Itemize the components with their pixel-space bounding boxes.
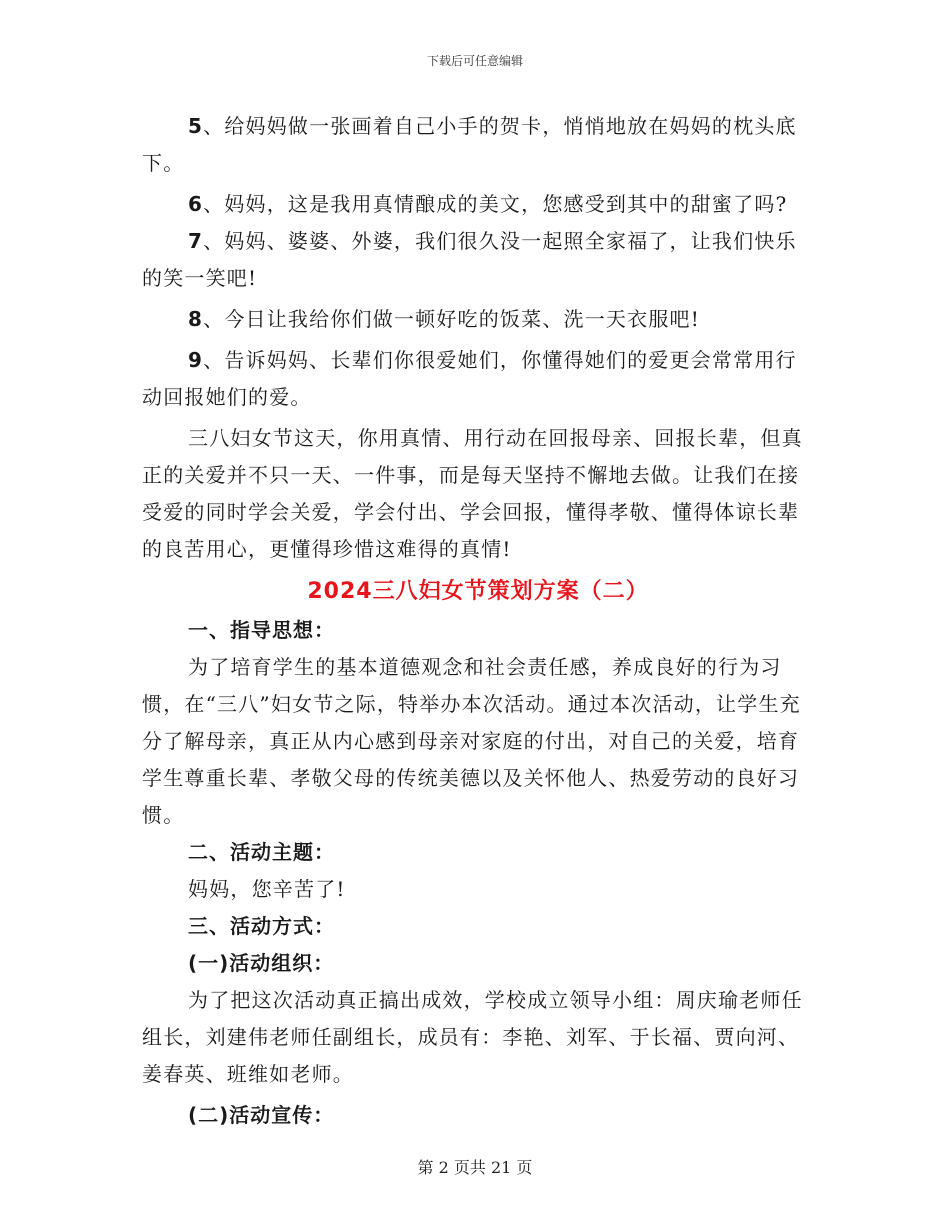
list-item [142, 301, 814, 338]
org-text: 为了把这次活动真正搞出成效，学校成立领导小组：周庆瑜老师任组长，刘建伟老师任副组长，成员有：李艳、刘军、于长福、贾向河、姜春英、班维如老师。 [142, 988, 803, 1086]
item-number: 7 [188, 229, 204, 253]
list-item [142, 223, 814, 297]
list-item [142, 186, 814, 223]
promo-heading: (二)活动宣传： [188, 1103, 335, 1127]
item-text: 、妈妈、婆婆、外婆，我们很久没一起照全家福了，让我们快乐的笑一笑吧! [142, 229, 797, 290]
list-item [142, 342, 814, 416]
document-body [142, 108, 814, 1134]
page-header: 下载后可任意编辑 [426, 54, 523, 68]
org-heading: (一)活动组织： [188, 951, 335, 975]
item-text: 、今日让我给你们做一顿好吃的饭菜、洗一天衣服吧! [203, 307, 700, 331]
list-item [142, 108, 814, 182]
guide-heading: 一、指导思想： [188, 618, 335, 642]
item-number: 5 [188, 114, 204, 138]
method-heading: 三、活动方式： [188, 914, 335, 938]
item-number: 6 [188, 192, 204, 216]
guide-text: 为了培育学生的基本道德观念和社会责任感，养成良好的行为习惯，在“三八”妇女节之际，特举办本次活动。通过本次活动，让学生充分了解母亲，真正从内心感到母亲对家庭的付出，对自己的关爱，培育学生尊重长辈、孝敬父母的传统美德以及关怀他人、热爱劳动的良好习惯。 [142, 655, 801, 827]
theme-heading: 二、活动主题： [188, 840, 335, 864]
item-number: 9 [188, 348, 204, 372]
section-title: 2024三八妇女节策划方案（二） [307, 579, 649, 604]
page-footer: 第 2 页共 21 页 [417, 1158, 533, 1177]
item-text: 、给妈妈做一张画着自己小手的贺卡，悄悄地放在妈妈的枕头底下。 [142, 114, 797, 175]
item-text: 、妈妈，这是我用真情酿成的美文，您感受到其中的甜蜜了吗? [203, 192, 788, 216]
item-text: 、告诉妈妈、长辈们你很爱她们，你懂得她们的爱更会常常用行动回报她们的爱。 [142, 348, 797, 409]
item-number: 8 [188, 307, 204, 331]
theme-text: 妈妈，您辛苦了! [188, 877, 346, 901]
closing-paragraph: 三八妇女节这天，你用真情、用行动在回报母亲、回报长辈，但真正的关爱并不只一天、一件事，而是每天坚持不懈地去做。让我们在接受爱的同时学会关爱，学会付出、学会回报，懂得孝敬、懂得体谅长辈的良苦用心，更懂得珍惜这难得的真情! [142, 426, 803, 561]
